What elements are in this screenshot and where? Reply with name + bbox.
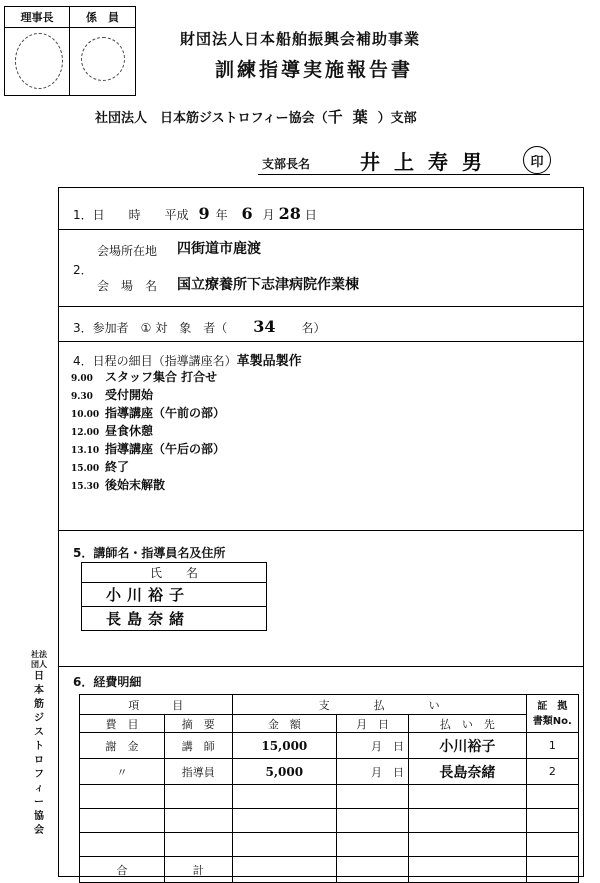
- total-row: 合 計: [80, 857, 579, 883]
- schedule-item: 10.00 指導講座（午前の部）: [71, 406, 226, 420]
- date-day: 28: [278, 204, 301, 223]
- header-evidence: 証 拠 書類No.: [526, 695, 578, 733]
- schedule-list: [71, 368, 225, 494]
- instructor-name: 長島奈緒: [82, 607, 267, 631]
- personal-seal: 印: [523, 146, 551, 174]
- header-date: 月 日: [337, 715, 409, 733]
- date-year: 9: [198, 204, 210, 223]
- association-suffix: ）支部: [377, 111, 417, 126]
- expense-table: [79, 694, 579, 883]
- header-amount: 金 額: [232, 715, 337, 733]
- table-row: [80, 785, 579, 809]
- branch-manager-name: 井上寿男: [360, 150, 496, 174]
- table-row: 〃 指導員 5,000 月 日 長島奈緒 2: [80, 759, 579, 785]
- branch-name: 千葉: [327, 108, 378, 126]
- schedule-item: 13.10 指導講座（午后の部）: [71, 442, 226, 456]
- header-item: 項 目: [80, 695, 233, 715]
- instructor-table: [81, 562, 267, 631]
- branch-manager-underline: [258, 174, 550, 175]
- schedule-item: 9.30 受付開始: [71, 388, 154, 402]
- approval-stamp-box: [4, 6, 136, 96]
- association-name: 社団法人 日本筋ジストロフィー協会（: [95, 111, 328, 126]
- instructor-name: 小川裕子: [82, 583, 267, 607]
- schedule-item: 15.30 後始末解散: [71, 478, 166, 492]
- instructor-name-header: 氏 名: [82, 563, 267, 583]
- stamp-header-staff: 係 員: [70, 7, 135, 28]
- date-month: 6: [241, 204, 253, 223]
- table-row: [80, 809, 579, 833]
- schedule-item: 12.00 昼食休憩: [71, 424, 154, 438]
- participant-count: 34: [253, 317, 276, 336]
- venue-value: 国立療養所下志津病院作業棟: [177, 277, 359, 293]
- header-summary: 摘 要: [164, 715, 232, 733]
- course-name: 革製品製作: [236, 354, 302, 369]
- staff-seal-mark: [81, 37, 125, 81]
- schedule-item: 15.00 終了: [71, 460, 130, 474]
- side-association-label: 社法 団人 日 本 筋 ジ ス ト ロ フ ィ ー 協 会: [31, 650, 47, 836]
- report-title: 訓練指導実施報告書: [215, 59, 414, 81]
- schedule-item: 9.00 スタッフ集合 打合せ: [71, 370, 218, 384]
- expense-label: 6．経費明細: [73, 675, 142, 689]
- location-value: 四街道市鹿渡: [177, 241, 261, 257]
- section2-number: 2．: [73, 263, 93, 277]
- header-payee: 払 い 先: [409, 715, 527, 733]
- stamp-header-chairman: 理事長: [5, 7, 70, 28]
- location-label: 会場所在地: [97, 244, 158, 258]
- branch-manager-label: 支部長名: [262, 157, 311, 171]
- instructor-label: 5．講師名・指導員名及住所: [73, 546, 226, 560]
- table-row: [80, 833, 579, 857]
- date-row: 1．日 時 平成 9 年 6 月 28 日: [73, 204, 317, 223]
- association-line: [95, 106, 417, 127]
- header-payment: 支 払 い: [232, 695, 526, 715]
- participants-row: 3．参加者 ① 対 象 者（ 34 名）: [73, 317, 326, 336]
- table-row: 謝 金 講 師 15,000 月 日 小川裕子 1: [80, 733, 579, 759]
- report-form: [58, 187, 584, 877]
- program-title: 財団法人日本船舶振興会補助事業: [180, 30, 421, 48]
- header-cost: 費 目: [80, 715, 165, 733]
- venue-label: 会 場 名: [97, 279, 158, 293]
- chairman-seal-mark: [15, 33, 63, 89]
- schedule-label: 4．日程の細目（指導講座名）革製品製作: [73, 354, 302, 369]
